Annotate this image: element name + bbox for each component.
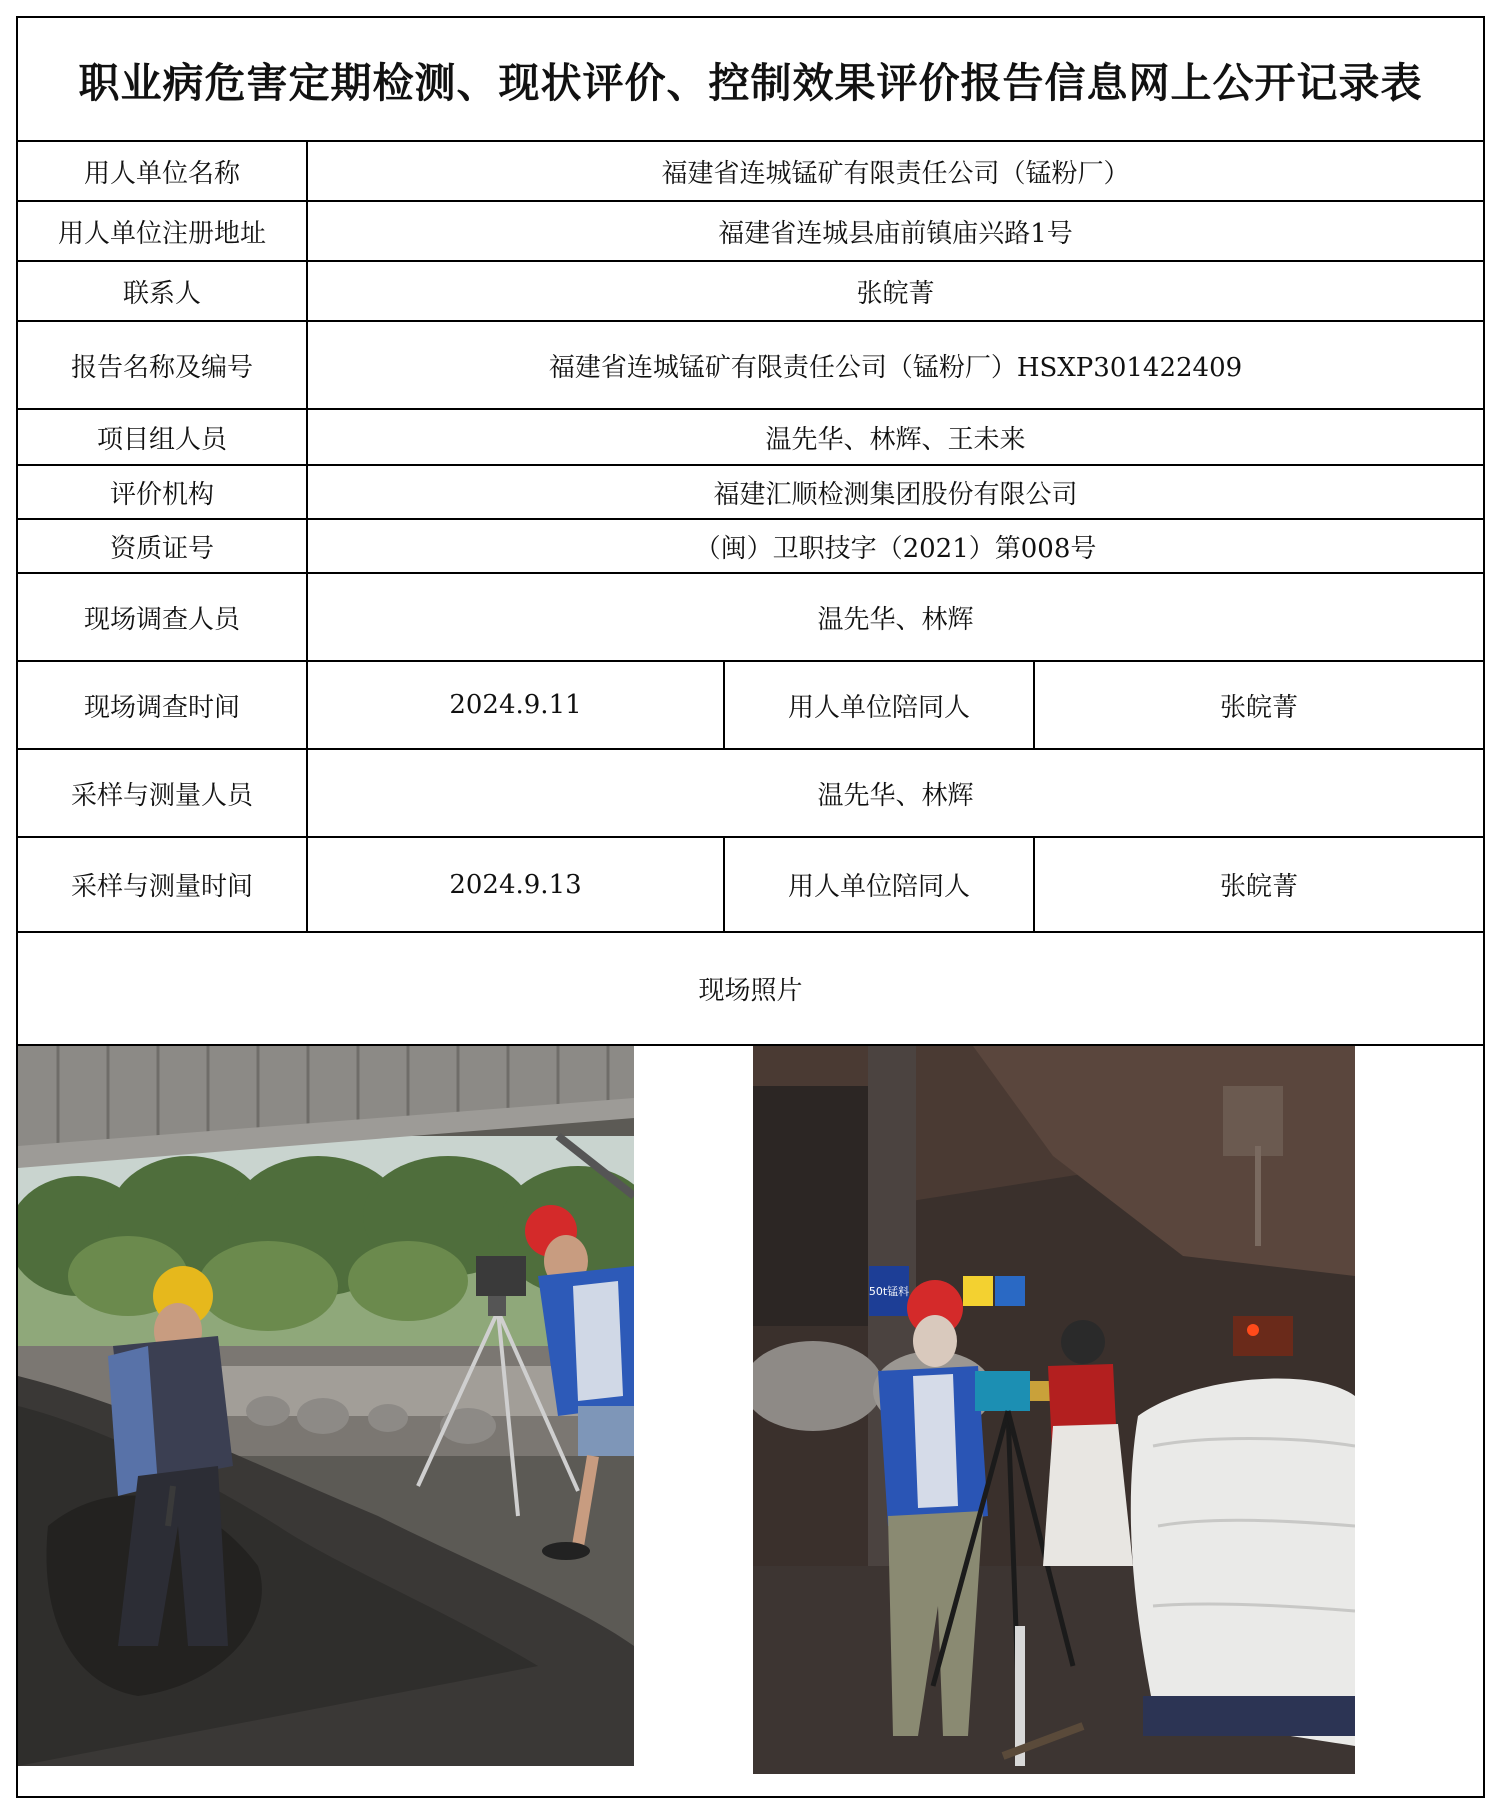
label-agency: 评价机构 (18, 466, 308, 518)
row-employer-address (18, 202, 1483, 262)
row-contact (18, 262, 1483, 322)
value-qualification: （闽）卫职技字（2021）第008号 (694, 533, 1097, 564)
row-survey-staff (18, 574, 1483, 662)
row-sampling-time (18, 838, 1483, 933)
row-sampling-staff (18, 750, 1483, 838)
value-survey-staff: 温先华、林辉 (817, 604, 974, 635)
label-qualification: 资质证号 (18, 520, 308, 572)
row-agency (18, 466, 1483, 520)
record-form (16, 16, 1485, 1798)
value-report: 福建省连城锰矿有限责任公司（锰粉厂）HSXP301422409 (548, 352, 1243, 383)
label-survey-companion: 用人单位陪同人 (725, 662, 1035, 748)
site-photo-outdoor (18, 1046, 634, 1766)
label-sampling-time: 采样与测量时间 (18, 838, 308, 931)
value-contact: 张皖菁 (856, 278, 935, 309)
label-report: 报告名称及编号 (18, 322, 308, 408)
value-project-team: 温先华、林辉、王未来 (765, 424, 1026, 455)
value-employer-address: 福建省连城县庙前镇庙兴路1号 (718, 218, 1073, 249)
value-sampling-time: 2024.9.13 (308, 838, 725, 931)
value-survey-companion: 张皖菁 (1219, 692, 1298, 723)
value-sampling-companion: 张皖菁 (1219, 872, 1298, 902)
row-report (18, 322, 1483, 410)
label-contact: 联系人 (18, 262, 308, 320)
photos-heading: 现场照片 (18, 933, 1483, 1046)
label-employer-name: 用人单位名称 (18, 142, 308, 200)
row-project-team (18, 410, 1483, 466)
value-sampling-staff: 温先华、林辉 (817, 780, 974, 811)
pillar-sign-text: 50t锰料 (868, 1285, 910, 1298)
site-photo-indoor (753, 1046, 1355, 1774)
value-survey-time: 2024.9.11 (308, 662, 725, 748)
label-survey-time: 现场调查时间 (18, 662, 308, 748)
row-survey-time (18, 662, 1483, 750)
label-sampling-staff: 采样与测量人员 (18, 750, 308, 836)
label-employer-address: 用人单位注册地址 (18, 202, 308, 260)
label-survey-staff: 现场调查人员 (18, 574, 308, 660)
label-sampling-companion: 用人单位陪同人 (725, 838, 1035, 931)
row-employer-name (18, 142, 1483, 202)
value-agency: 福建汇顺检测集团股份有限公司 (713, 479, 1078, 510)
value-employer-name: 福建省连城锰矿有限责任公司（锰粉厂） (661, 158, 1130, 189)
row-qualification (18, 520, 1483, 574)
label-project-team: 项目组人员 (18, 410, 308, 464)
page-title: 职业病危害定期检测、现状评价、控制效果评价报告信息网上公开记录表 (18, 18, 1483, 142)
